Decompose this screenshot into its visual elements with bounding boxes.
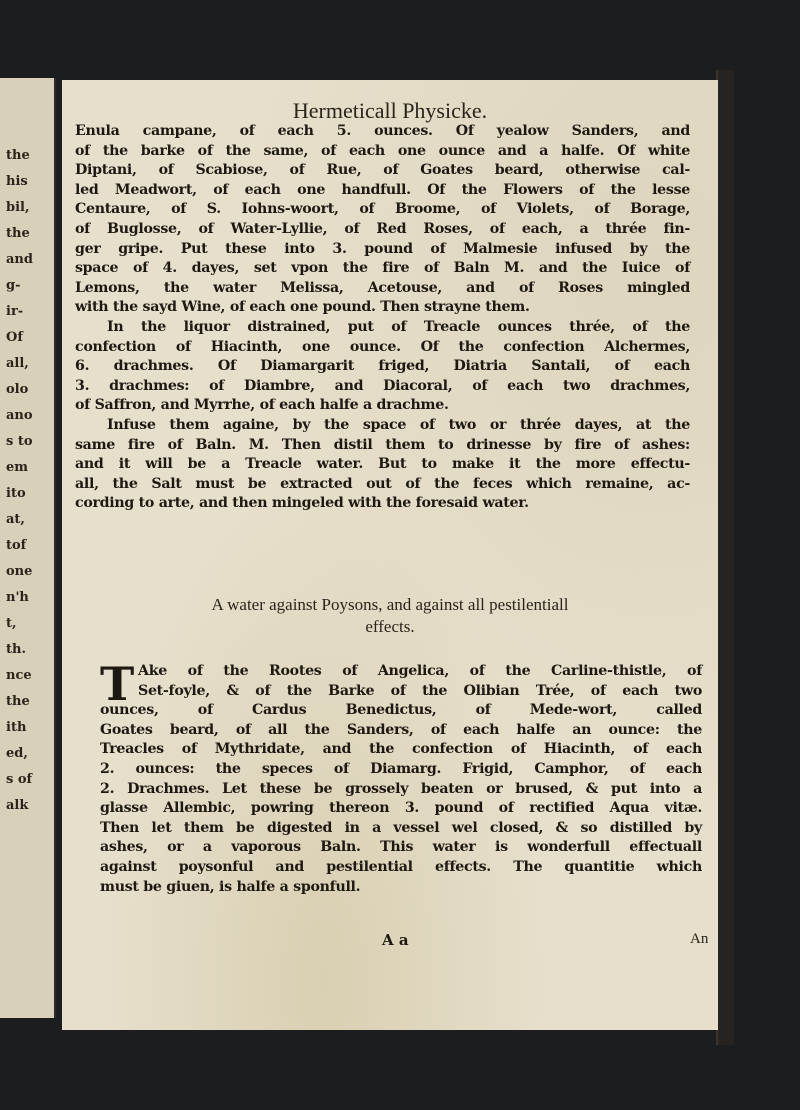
text-line: Ake of the Rootes of Angelica, of the Carline-thistle, of <box>138 663 702 679</box>
text-line: 6. drachmes. Of Diamargarit friged, Diatria Santali, of each <box>75 358 690 375</box>
facing-page-fragment: and <box>6 252 33 267</box>
text-line: cording to arte, and then mingeled with the foresaid water. <box>75 495 529 512</box>
text-line: led Meadwort, of each one handfull. Of the Flowers of the lesse <box>75 181 690 198</box>
text-line: Then let them be digested in a vessel wel closed, & so distilled by <box>100 819 702 836</box>
text-line: Centaure, of S. Iohns-woort, of Broome, of Violets, of Borage, <box>75 201 690 218</box>
facing-page-fragment: nce <box>6 668 32 683</box>
text-line: 2. ounces: the speces of Diamarg. Frigid, Camphor, of each <box>100 760 702 777</box>
facing-page-fragment: ith <box>6 720 27 735</box>
facing-page-fragment: bil, <box>6 200 30 215</box>
facing-page-fragment: olo <box>6 382 29 397</box>
text-line: In the liquor distrained, put of Treacle ounces thrée, of the <box>107 318 690 335</box>
facing-page-fragment: t, <box>6 616 17 631</box>
facing-page-fragment: tof <box>6 538 27 553</box>
facing-page-fragment: alk <box>6 798 29 813</box>
facing-page-fragment: Of <box>6 330 23 345</box>
text-line: with the sayd Wine, of each one pound. Then strayne them. <box>75 299 530 316</box>
facing-page-fragment: the <box>6 148 30 163</box>
text-line: Goates beard, of all the Sanders, of each halfe an ounce: the <box>100 721 702 738</box>
drop-cap: T <box>100 657 135 711</box>
text-line: ashes, or a vaporous Baln. This water is wonderfull effectuall <box>100 839 702 856</box>
text-line: ounces, of Cardus Benedictus, of Mede-wort, called <box>100 702 702 719</box>
text-line: ger gripe. Put these into 3. pound of Malmesie infused by the <box>75 240 690 257</box>
body-text-lower <box>100 657 702 897</box>
facing-page-fragment: at, <box>6 512 25 527</box>
text-line: Enula campane, of each 5. ounces. Of yealow Sanders, and <box>75 123 690 139</box>
facing-page-fragment: ito <box>6 486 26 501</box>
text-line: Lemons, the water Melissa, Acetouse, and of Roses mingled <box>75 279 690 296</box>
book-page <box>62 80 718 1030</box>
text-line: of Saffron, and Myrrhe, of each halfe a drachme. <box>75 397 449 414</box>
text-line: of Buglosse, of Water-Lyllie, of Red Roses, of each, a thrée fin- <box>75 220 690 237</box>
running-head: Hermeticall Physicke. <box>292 98 488 123</box>
text-line: must be giuen, is halfe a sponfull. <box>100 878 361 895</box>
book-binding <box>716 70 734 1045</box>
facing-page-fragment: his <box>6 174 28 189</box>
text-line: 2. Drachmes. Let these be grossely beaten or brused, & put into a <box>100 780 702 797</box>
text-line: space of 4. dayes, set vpon the fire of Baln M. and the Iuice of <box>75 260 690 277</box>
facing-page-fragment: n'h <box>6 590 29 605</box>
facing-page-fragment: ir- <box>6 304 24 319</box>
text-line: against poysonful and pestilential effects. The quantitie which <box>100 858 702 875</box>
facing-page-fragment: the <box>6 694 30 709</box>
section-heading: A water against Poysons, and against all pestilentiall <box>211 595 569 614</box>
facing-page-fragment: em <box>6 460 29 475</box>
text-line: same fire of Baln. M. Then distil them to drinesse by fire of ashes: <box>75 436 690 453</box>
text-line: Set-foyle, & of the Barke of the Olibian Trée, of each two <box>138 682 702 699</box>
facing-page-fragment: ano <box>6 408 33 423</box>
facing-page-fragment: s of <box>6 772 33 787</box>
text-line: Diptani, of Scabiose, of Rue, of Goates beard, otherwise cal- <box>75 162 690 179</box>
facing-page-fragment: all, <box>6 356 29 371</box>
facing-page-edge <box>0 78 56 1018</box>
text-line: glasse Allembic, powring thereon 3. pound of rectified Aqua vitæ. <box>100 800 702 817</box>
facing-page-fragment: one <box>6 564 33 579</box>
facing-page-fragment: ed, <box>6 746 28 761</box>
signature-mark: A a <box>382 931 409 949</box>
text-line: all, the Salt must be extracted out of the feces which remaine, ac- <box>75 475 690 492</box>
section-heading-cont: effects. <box>365 617 415 636</box>
text-line: of the barke of the same, of each one ounce and a halfe. Of white <box>75 142 690 159</box>
text-line: 3. drachmes: of Diambre, and Diacoral, of each two drachmes, <box>75 377 690 394</box>
text-line: Infuse them againe, by the space of two or thrée dayes, at the <box>107 416 690 433</box>
facing-page-fragment: th. <box>6 642 26 657</box>
facing-page-fragment: s to <box>6 434 33 449</box>
text-line: Treacles of Mythridate, and the confection of Hiacinth, of each <box>100 741 702 758</box>
facing-page-fragment: g- <box>6 278 21 293</box>
text-line: confection of Hiacinth, one ounce. Of the confection Alchermes, <box>75 338 690 355</box>
catchword: An <box>690 931 709 947</box>
body-text-upper <box>75 122 690 514</box>
text-line: and it will be a Treacle water. But to make it the more effectu- <box>75 456 690 473</box>
facing-page-fragment: the <box>6 226 30 241</box>
